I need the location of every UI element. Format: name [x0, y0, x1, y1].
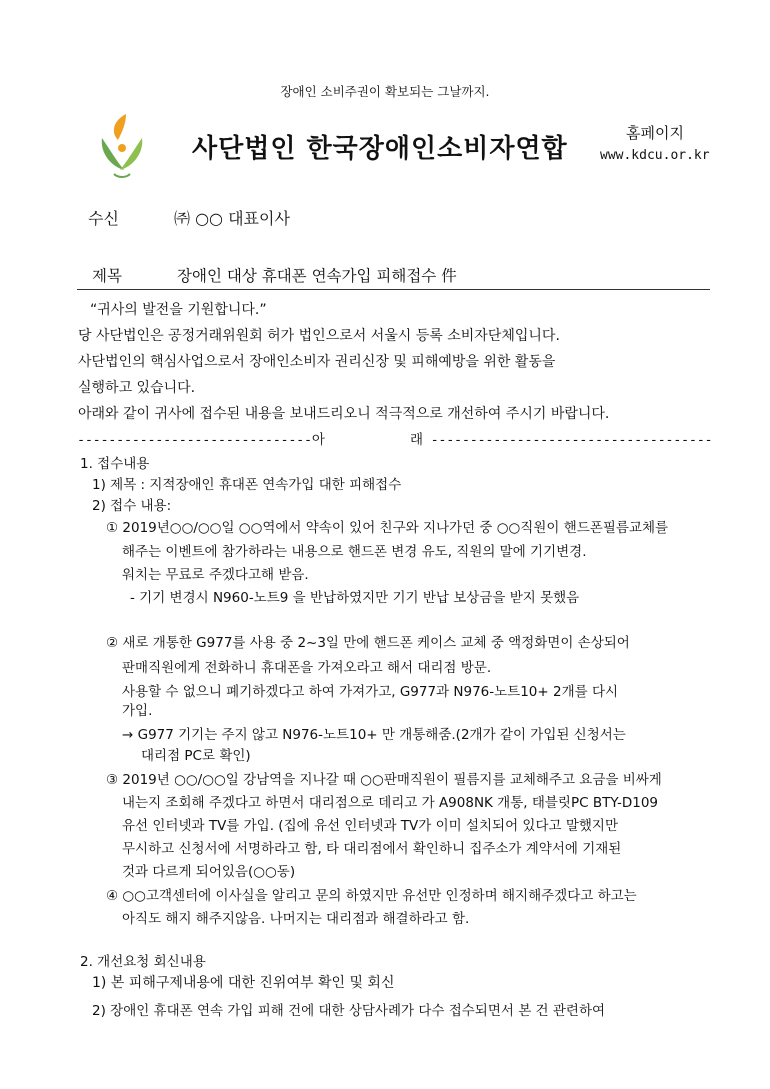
subject-value: 장애인 대상 휴대폰 연속가입 피해접수 件 — [177, 267, 457, 285]
case-2-line: 가입. — [122, 703, 153, 719]
case-1-line: 해주는 이벤트에 참가하라는 내용으로 핸드폰 변경 유도, 직원의 말에 기기변경. — [122, 544, 587, 560]
slogan: 장애인 소비주권이 확보되는 그날까지. — [280, 84, 490, 99]
case-4-line: 아직도 해지 해주지않음. 나머지는 대리점과 해결하라고 함. — [122, 911, 470, 927]
case-2-line: 대리점 PC로 확인) — [141, 748, 251, 764]
section-1-item: 2) 접수 내용: — [92, 498, 172, 514]
case-3-line: ③ 2019년 ○○/○○일 강남역을 지나갈 때 ○○판매직원이 필름지를 교체해주고 요금을 비싸게 — [106, 772, 662, 788]
divider-right: 래 ------------------------------------ — [410, 432, 713, 448]
case-3-line: 무시하고 신청서에 서명하라고 함, 타 대리점에서 확인하니 집주소가 계약서에 기재된 — [122, 841, 622, 857]
homepage-label: 홈페이지 — [626, 124, 684, 142]
divider-left: ------------------------------아 — [77, 432, 325, 448]
intro-line: 사단법인의 핵심사업으로서 장애인소비자 권리신장 및 피해예방을 위한 활동을 — [78, 354, 556, 370]
section-2-item: 1) 본 피해구제내용에 대한 진위여부 확인 및 회신 — [92, 975, 395, 991]
case-1-line: - 기기 변경시 N960-노트9 을 반납하였지만 기기 반납 보상금을 받지 못했음 — [130, 590, 580, 606]
organization-name: 사단법인 한국장애인소비자연합 — [192, 134, 568, 164]
recipient-label: 수신 — [88, 209, 119, 228]
subject-label: 제목 — [92, 267, 122, 285]
intro-line: 당 사단법인은 공정거래위원회 허가 법인으로서 서울시 등록 소비자단체입니다. — [78, 328, 560, 344]
case-3-line: 것과 다르게 되어있음(○○동) — [122, 864, 296, 880]
section-2-title: 2. 개선요청 회신내용 — [80, 954, 206, 970]
case-2-line: 사용할 수 없으니 폐기하겠다고 하여 가져가고, G977과 N976-노트10+ 2개를 다시 — [122, 684, 619, 700]
case-3-line: 내는지 조회해 주겠다고 하면서 대리점으로 데리고 가 A908NK 개통, 태블릿PC BTY-D109 — [122, 795, 659, 811]
section-1-title: 1. 접수내용 — [80, 456, 150, 472]
greeting: “귀사의 발전을 기원합니다.” — [90, 302, 267, 318]
case-1-line: ① 2019년○○/○○일 ○○역에서 약속이 있어 친구와 지나가던 중 ○○직원이 핸드폰필름교체를 — [106, 520, 669, 536]
homepage-url[interactable]: www.kdcu.or.kr — [600, 148, 710, 163]
case-1-line: 워치는 무료로 주겠다고해 받음. — [122, 567, 309, 583]
intro-line: 아래와 같이 귀사에 접수된 내용을 보내드리오니 적극적으로 개선하여 주시기 바랍니다. — [78, 406, 610, 422]
subject-underline — [77, 289, 710, 290]
case-2-line: 판매직원에게 전화하니 휴대폰을 가져오라고 해서 대리점 방문. — [122, 660, 492, 676]
recipient-value: ㈜ ○○ 대표이사 — [174, 209, 290, 228]
case-3-line: 유선 인터넷과 TV를 가입. (집에 유선 인터넷과 TV가 이미 설치되어 있다고 말했지만 — [122, 818, 618, 834]
case-4-line: ④ ○○고객센터에 이사실을 알리고 문의 하였지만 유선만 인정하며 해지해주겠다고 하고는 — [106, 888, 637, 904]
organization-logo — [96, 110, 148, 182]
case-2-line: → G977 기기는 주지 않고 N976-노트10+ 만 개통해줌.(2개가 같이 가입된 신청서는 — [122, 727, 626, 743]
case-2-line: ② 새로 개통한 G977를 사용 중 2~3일 만에 핸드폰 케이스 교체 중 액정화면이 손상되어 — [106, 635, 630, 651]
section-1-item: 1) 제목 : 지적장애인 휴대폰 연속가입 대한 피해접수 — [92, 477, 402, 493]
section-2-item: 2) 장애인 휴대폰 연속 가입 피해 건에 대한 상담사례가 다수 접수되면서 본 건 관련하여 — [92, 1003, 606, 1019]
intro-line: 실행하고 있습니다. — [78, 380, 196, 396]
